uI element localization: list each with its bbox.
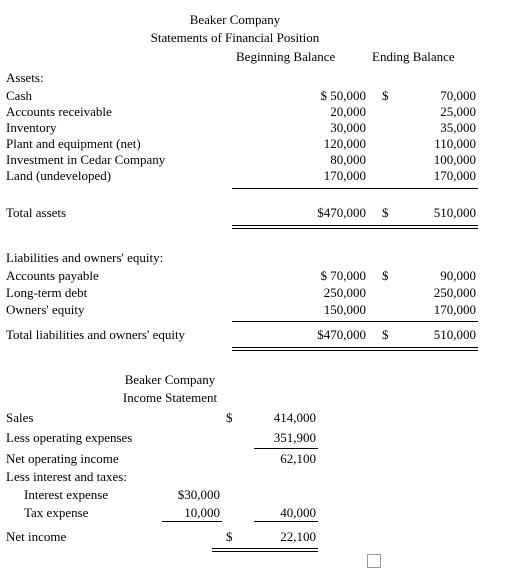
interest-tax-total: 40,000 (280, 505, 316, 520)
asset-begin: 80,000 (330, 152, 366, 167)
total-assets-label: Total assets (6, 205, 67, 220)
is-company-name: Beaker Company (124, 372, 216, 387)
total-assets-end: 510,000 (433, 205, 476, 220)
is-title: Income Statement (122, 390, 218, 405)
interest-value: $30,000 (177, 487, 220, 502)
assets-subtotal-rule (232, 188, 478, 189)
total-liabilities-double-rule (232, 347, 478, 351)
asset-begin: 20,000 (330, 104, 366, 119)
asset-begin: $ 50,000 (320, 88, 366, 103)
liability-label: Long-term debt (6, 285, 88, 300)
col-header-beginning: Beginning Balance (236, 49, 336, 64)
noi-value: 62,100 (280, 451, 316, 466)
opex-rule (254, 448, 318, 449)
liability-end-dollar: $ (382, 268, 389, 283)
tax-value: 10,000 (184, 505, 220, 520)
asset-end-dollar: $ (382, 88, 389, 103)
asset-end: 70,000 (440, 88, 476, 103)
total-assets-end-dollar: $ (382, 205, 389, 220)
total-liabilities-begin: $470,000 (317, 327, 366, 342)
asset-label: Plant and equipment (net) (6, 136, 141, 151)
liability-end: 90,000 (440, 268, 476, 283)
asset-begin: 120,000 (323, 136, 366, 151)
noi-label: Net operating income (6, 451, 119, 466)
assets-header: Assets: (6, 70, 44, 85)
col-header-ending: Ending Balance (372, 49, 455, 64)
asset-begin: 30,000 (330, 120, 366, 135)
asset-label: Accounts receivable (6, 104, 112, 119)
tax-label: Tax expense (24, 505, 89, 520)
liab-subtotal-rule (232, 321, 478, 322)
net-income-label: Net income (6, 529, 67, 544)
total-liabilities-end-dollar: $ (382, 327, 389, 342)
opex-label: Less operating expenses (6, 430, 133, 445)
asset-label: Investment in Cedar Company (6, 152, 166, 167)
liability-end: 250,000 (433, 285, 476, 300)
asset-end: 100,000 (433, 152, 476, 167)
tax-rule (162, 521, 222, 522)
liabilities-header: Liabilities and owners' equity: (6, 250, 164, 265)
liability-begin: 150,000 (323, 302, 366, 317)
asset-end: 110,000 (434, 136, 476, 151)
sales-value: 414,000 (273, 410, 316, 425)
liability-begin: 250,000 (323, 285, 366, 300)
sales-dollar: $ (226, 410, 233, 425)
asset-begin: 170,000 (323, 168, 366, 183)
total-assets-begin: $470,000 (317, 205, 366, 220)
interest-label: Interest expense (24, 487, 109, 502)
sales-label: Sales (6, 410, 34, 425)
asset-label: Inventory (6, 120, 57, 135)
total-liabilities-end: 510,000 (433, 327, 476, 342)
liability-label: Accounts payable (6, 268, 99, 283)
interest-tax-total-rule (254, 521, 318, 522)
total-assets-double-rule (232, 225, 478, 229)
asset-end: 25,000 (440, 104, 476, 119)
liability-label: Owners' equity (6, 302, 85, 317)
fp-statement-title: Statements of Financial Position (150, 30, 320, 45)
total-liabilities-label: Total liabilities and owners' equity (6, 327, 186, 342)
net-income-value: 22,100 (280, 529, 316, 544)
asset-label: Cash (6, 88, 32, 103)
less-interest-taxes-label: Less interest and taxes: (6, 469, 127, 484)
liability-begin: $ 70,000 (320, 268, 366, 283)
asset-end: 170,000 (433, 168, 476, 183)
asset-label: Land (undeveloped) (6, 168, 112, 183)
net-income-double-rule (212, 548, 318, 552)
liability-end: 170,000 (433, 302, 476, 317)
net-income-dollar: $ (226, 529, 233, 544)
fp-company-name: Beaker Company (189, 12, 281, 27)
asset-end: 35,000 (440, 120, 476, 135)
opex-value: 351,900 (273, 430, 316, 445)
